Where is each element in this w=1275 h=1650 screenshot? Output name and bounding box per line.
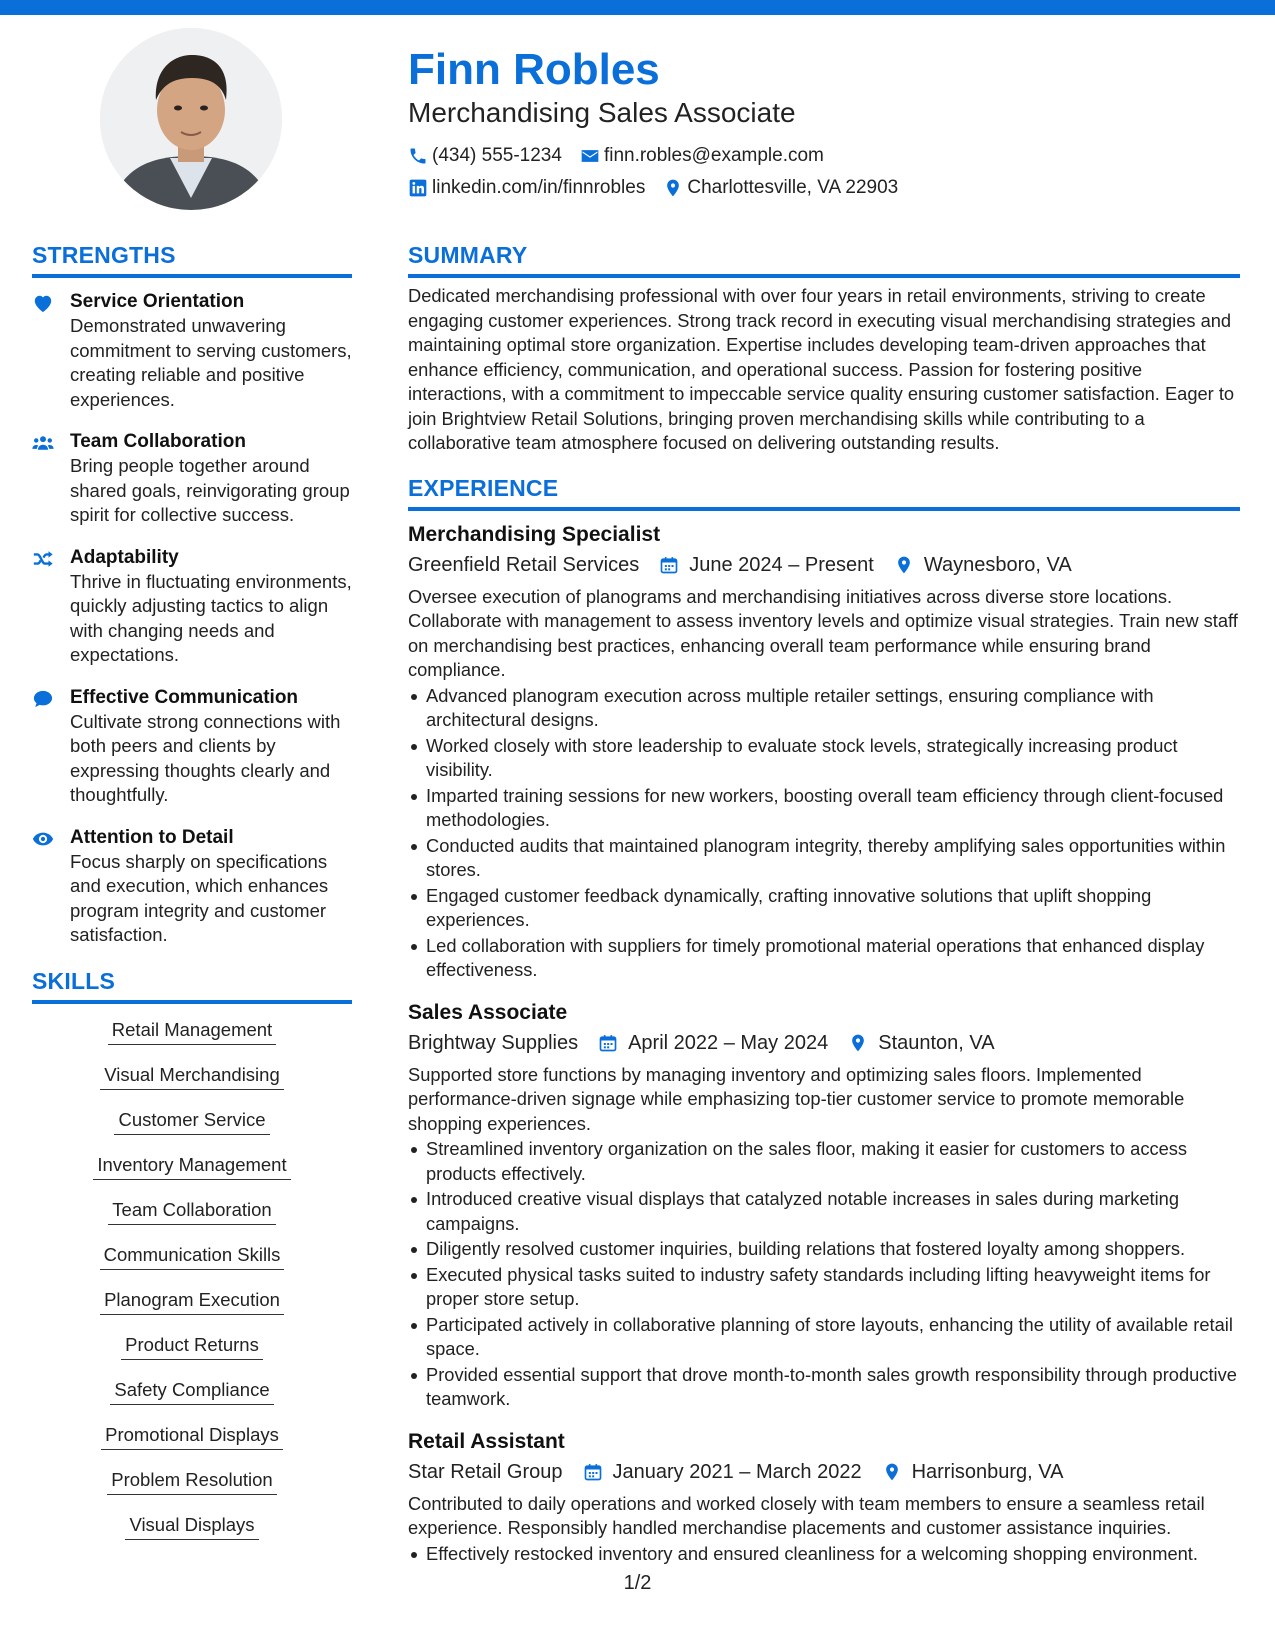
location-contact [663,172,898,204]
strengths-heading: STRENGTHS [32,240,352,278]
profile-photo [100,28,282,210]
calendar-icon [659,555,679,575]
job-dates: January 2021 – March 2022 [612,1460,862,1483]
map-pin-icon [663,178,683,198]
phone-text: (434) 555-1234 [432,145,562,166]
strength-item [32,686,352,808]
job-entry [408,521,1240,983]
page-number: 1/2 [623,1572,652,1594]
calendar-icon [583,1462,603,1482]
strength-desc: Thrive in fluctuating environments, quickly adjusting tactics to align with changing needs and expectations. [70,570,352,665]
bullet-item: Executed physical tasks suited to industry safety standards including lifting heavyweight items for proper store setup. [408,1263,1240,1312]
left-column [32,240,352,1558]
skill-tag: Customer Service [114,1108,269,1135]
skill-tag: Team Collaboration [108,1198,275,1225]
job-location: Harrisonburg, VA [911,1460,1064,1483]
skill-tag: Planogram Execution [100,1288,284,1315]
job-entry [408,1428,1240,1567]
skill-tag: Promotional Displays [101,1423,283,1450]
map-pin-icon [848,1033,868,1053]
users-icon [32,433,54,453]
job-title: Sales Associate [408,1000,568,1024]
strength-desc: Focus sharply on specifications and execution, which enhances program integrity and customer satisfaction. [70,850,329,945]
bullet-item: Engaged customer feedback dynamically, crafting innovative solutions that uplift shopping experiences. [408,884,1240,933]
job-title: Merchandising Specialist [408,522,661,546]
skill-tag: Problem Resolution [107,1468,276,1495]
strength-name: Attention to Detail [70,826,234,848]
experience-section [408,473,1240,1567]
job-description: Oversee execution of planograms and merchandising initiatives across diverse store locations. Collaborate with management to assess inventory levels and optimize visual strategies. Train new staff on merchandising best practices, enhancing overall team performance while ensuring brand compliance. [408,585,1238,680]
location-text: Charlottesville, VA 22903 [687,177,899,198]
job-location: Staunton, VA [878,1031,995,1054]
summary-heading: SUMMARY [408,240,1240,278]
shuffle-icon [32,549,54,569]
bullet-item: Provided essential support that drove month-to-month sales growth responsibility through productive teamwork. [408,1363,1240,1412]
skills-section [32,966,352,1558]
strength-item [32,826,352,948]
job-meta [408,550,1240,580]
chat-icon [32,689,54,709]
summary-text: Dedicated merchandising professional with over four years in retail environments, striving to create engaging customer experiences. Strong track record in executing visual merchandising strategies and maintaining optimal store organization. Expertise includes developing team-driven approaches that enhance efficiency, communication, and operational success. Passion for fostering positive interactions, with a commitment to impeccable service quality ensuring customer satisfaction. Eager to join Brightview Retail Solutions, bringing proven merchandising skills while contributing to a collaborative team atmosphere focused on delivering outstanding results. [408,285,1235,453]
bullet-item: Advanced planogram execution across multiple retailer settings, ensuring compliance with architectural designs. [408,684,1240,733]
phone-contact[interactable] [408,140,562,172]
bullet-item: Participated actively in collaborative planning of store layouts, enhancing the utility of available retail space. [408,1313,1240,1362]
envelope-icon [580,146,600,166]
job-bullets [408,1542,1240,1567]
bullet-item: Conducted audits that maintained planogram integrity, thereby amplifying sales opportunities within stores. [408,834,1240,883]
job-description: Contributed to daily operations and worked closely with team members to ensure a seamless retail experience. Responsibly handled merchandise placements and customer assistance inquiries. [408,1492,1205,1538]
map-pin-icon [882,1462,902,1482]
eye-icon [32,829,54,849]
job-entry [408,999,1240,1412]
job-dates: April 2022 – May 2024 [628,1031,829,1054]
contact-info [408,140,1238,204]
job-dates: June 2024 – Present [689,553,874,576]
resume-header [408,44,1238,204]
strength-desc: Demonstrated unwavering commitment to serving customers, creating reliable and positive experiences. [70,315,352,410]
calendar-icon [598,1033,618,1053]
strengths-list [32,290,352,948]
strength-name: Effective Communication [70,686,299,708]
skill-tag: Visual Displays [125,1513,258,1540]
heart-icon [32,293,54,313]
linkedin-icon [408,178,428,198]
bullet-item: Streamlined inventory organization on the sales floor, making it easier for customers to access products effectively. [408,1137,1240,1186]
job-company: Star Retail Group [408,1460,563,1483]
strength-name: Service Orientation [70,291,245,312]
right-column [408,240,1240,1567]
job-meta [408,1457,1240,1487]
skill-tag: Visual Merchandising [100,1063,284,1090]
bullet-item: Diligently resolved customer inquiries, building relations that fostered loyalty among shoppers. [408,1237,1240,1262]
strength-name: Team Collaboration [70,431,246,452]
strength-name: Adaptability [70,546,179,568]
strength-desc: Cultivate strong connections with both peers and clients by expressing thoughts clearly and thoughtfully. [70,710,341,805]
linkedin-text: linkedin.com/in/finnrobles [432,177,646,198]
job-bullets [408,684,1240,983]
phone-icon [408,146,428,166]
strength-item [32,290,352,412]
job-bullets [408,1137,1240,1412]
skills-list [32,1018,352,1558]
bullet-item: Effectively restocked inventory and ensured cleanliness for a welcoming shopping environment. [408,1542,1240,1567]
bullet-item: Worked closely with store leadership to evaluate stock levels, strategically increasing product visibility. [408,734,1240,783]
job-meta [408,1028,1240,1058]
strength-desc: Bring people together around shared goals, reinvigorating group spirit for collective success. [70,455,350,525]
job-title: Retail Assistant [408,1429,565,1453]
job-company: Brightway Supplies [408,1031,579,1054]
top-accent-bar [0,0,1275,15]
experience-heading: EXPERIENCE [408,473,1240,511]
bullet-item: Imparted training sessions for new workers, boosting overall team efficiency through client-focused methodologies. [408,784,1240,833]
job-location: Waynesboro, VA [923,553,1072,576]
skill-tag: Retail Management [108,1018,276,1045]
skill-tag: Inventory Management [93,1153,290,1180]
linkedin-contact[interactable] [408,172,645,204]
bullet-item: Introduced creative visual displays that catalyzed notable increases in sales during marketing campaigns. [408,1187,1240,1236]
map-pin-icon [894,555,914,575]
email-contact[interactable] [580,140,824,172]
strength-item [32,546,352,668]
skills-heading: SKILLS [32,966,352,1004]
skill-tag: Product Returns [121,1333,263,1360]
candidate-title: Merchandising Sales Associate [408,97,796,128]
bullet-item: Led collaboration with suppliers for timely promotional material operations that enhanced display effectiveness. [408,934,1240,983]
email-text: finn.robles@example.com [603,145,824,166]
candidate-name: Finn Robles [408,45,660,94]
job-description: Supported store functions by managing inventory and optimizing sales floors. Implemented performance-driven signage while emphasizing top-tier customer service to promote memorable shopping experiences. [408,1063,1185,1134]
job-company: Greenfield Retail Services [408,553,640,576]
strength-item [32,430,352,528]
skill-tag: Communication Skills [100,1243,285,1270]
skill-tag: Safety Compliance [110,1378,273,1405]
